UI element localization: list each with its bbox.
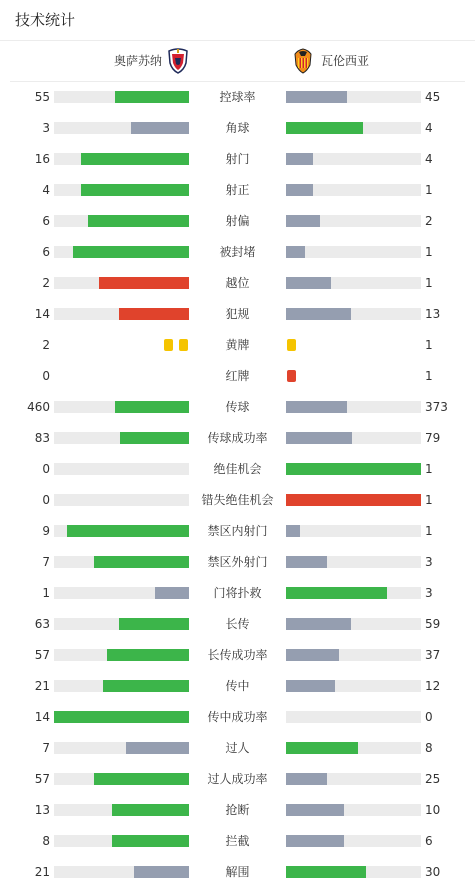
home-stat-bar	[54, 432, 189, 444]
away-stat-value: 1	[425, 524, 433, 538]
away-stat-bar-fill	[286, 246, 305, 258]
stat-label: 犯规	[225, 307, 250, 321]
stat-row	[0, 640, 475, 671]
away-stat-value: 4	[425, 152, 433, 166]
stat-row	[0, 330, 475, 361]
red-card-icon	[287, 370, 296, 382]
stat-row	[0, 361, 475, 392]
home-stat-value: 14	[34, 307, 50, 321]
away-stat-bar-fill	[286, 556, 327, 568]
away-stat-bar	[286, 587, 421, 599]
away-stat-value: 3	[425, 586, 433, 600]
away-stat-value: 1	[425, 338, 433, 352]
away-stat-bar-fill	[286, 649, 339, 661]
stat-label: 解围	[225, 865, 250, 879]
home-stat-bar-fill	[119, 308, 189, 320]
away-stat-bar	[286, 463, 421, 475]
stat-label: 传中	[225, 679, 250, 693]
home-stat-bar-fill	[131, 122, 189, 134]
stat-row	[0, 702, 475, 733]
home-stat-value: 8	[42, 834, 50, 848]
away-stat-value: 37	[425, 648, 441, 662]
stat-row	[0, 764, 475, 795]
stat-label: 射偏	[225, 214, 250, 228]
away-stat-value: 1	[425, 462, 433, 476]
away-stat-value: 373	[425, 400, 448, 414]
away-stat-value: 1	[425, 369, 433, 383]
home-stat-bar-fill	[155, 587, 189, 599]
home-stat-bar-fill	[115, 401, 189, 413]
home-stat-bar	[54, 153, 189, 165]
stat-label: 传球成功率	[207, 431, 268, 445]
home-stat-bar	[54, 711, 189, 723]
home-stat-value: 6	[42, 214, 50, 228]
home-stat-value: 2	[42, 276, 50, 290]
away-stat-value: 25	[425, 772, 441, 786]
stat-row	[0, 609, 475, 640]
away-stat-bar-fill	[286, 153, 313, 165]
stat-label: 黄牌	[225, 338, 250, 352]
away-stat-bar-fill	[286, 215, 320, 227]
stat-label: 绝佳机会	[213, 462, 262, 476]
stat-label: 红牌	[225, 369, 250, 383]
away-stat-bar-fill	[286, 773, 327, 785]
stat-row	[0, 578, 475, 609]
away-stat-bar-fill	[286, 680, 335, 692]
away-stat-bar	[286, 556, 421, 568]
home-stat-value: 0	[42, 462, 50, 476]
home-stat-bar	[54, 804, 189, 816]
away-stat-bar	[286, 184, 421, 196]
stat-row	[0, 516, 475, 547]
stat-label: 射正	[225, 183, 250, 197]
home-stat-value: 1	[42, 586, 50, 600]
away-stat-value: 0	[425, 710, 433, 724]
home-stat-bar	[54, 91, 189, 103]
osasuna-crest-icon[interactable]	[167, 48, 189, 74]
home-stat-bar	[54, 587, 189, 599]
stat-label: 拦截	[225, 834, 250, 848]
stat-label: 长传成功率	[207, 648, 268, 662]
home-stat-value: 4	[42, 183, 50, 197]
home-stat-bar	[54, 184, 189, 196]
stat-label: 过人成功率	[207, 772, 268, 786]
yellow-card-icon	[287, 339, 296, 351]
home-stat-bar-fill	[81, 153, 189, 165]
away-stat-bar-fill	[286, 618, 351, 630]
stat-row	[0, 795, 475, 826]
away-stat-bar	[286, 835, 421, 847]
away-stat-bar	[286, 711, 421, 723]
home-stat-bar-fill	[94, 773, 189, 785]
away-stat-bar-fill	[286, 525, 300, 537]
home-stat-value: 0	[42, 369, 50, 383]
stat-label: 错失绝佳机会	[201, 493, 274, 507]
stat-label: 长传	[225, 617, 250, 631]
away-stat-bar	[286, 153, 421, 165]
stat-row	[0, 299, 475, 330]
stat-row	[0, 733, 475, 764]
stat-label: 被封堵	[219, 245, 256, 259]
away-stat-value: 13	[425, 307, 441, 321]
away-stat-bar-fill	[286, 184, 313, 196]
stat-label: 射门	[225, 152, 250, 166]
home-stat-value: 57	[34, 648, 50, 662]
stat-label: 抢断	[225, 803, 250, 817]
home-stat-bar	[54, 215, 189, 227]
stat-label: 门将扑救	[213, 586, 262, 600]
stat-label: 禁区外射门	[207, 555, 268, 569]
stat-row	[0, 268, 475, 299]
away-stat-bar	[286, 680, 421, 692]
away-stat-bar	[286, 277, 421, 289]
away-stat-value: 6	[425, 834, 433, 848]
home-stat-bar-fill	[73, 246, 189, 258]
away-stat-bar	[286, 866, 421, 878]
home-stat-bar-fill	[103, 680, 189, 692]
stat-row	[0, 454, 475, 485]
away-stat-bar-fill	[286, 401, 347, 413]
home-stat-bar-fill	[88, 215, 189, 227]
stat-row	[0, 175, 475, 206]
stat-row	[0, 144, 475, 175]
away-stat-value: 12	[425, 679, 441, 693]
stat-row	[0, 857, 475, 888]
home-stat-bar-fill	[112, 835, 189, 847]
home-stat-bar-fill	[115, 91, 189, 103]
yellow-card-icon	[164, 339, 173, 351]
away-stat-bar	[286, 246, 421, 258]
stat-row	[0, 485, 475, 516]
home-stat-value: 21	[34, 865, 50, 879]
away-stat-bar	[286, 215, 421, 227]
home-stat-bar	[54, 308, 189, 320]
home-stat-value: 9	[42, 524, 50, 538]
away-stat-value: 1	[425, 245, 433, 259]
away-stat-bar-fill	[286, 835, 344, 847]
away-stat-bar	[286, 742, 421, 754]
home-stat-bar	[54, 122, 189, 134]
stat-label: 禁区内射门	[207, 524, 268, 538]
home-stat-value: 83	[34, 431, 50, 445]
stat-row	[0, 392, 475, 423]
home-stat-value: 6	[42, 245, 50, 259]
home-stat-bar	[54, 556, 189, 568]
home-stat-bar	[54, 277, 189, 289]
away-stat-bar	[286, 804, 421, 816]
home-stat-value: 460	[27, 400, 50, 414]
away-stat-bar	[286, 618, 421, 630]
away-stat-value: 3	[425, 555, 433, 569]
home-stat-value: 13	[34, 803, 50, 817]
home-stat-bar	[54, 835, 189, 847]
home-stat-bar-fill	[120, 432, 189, 444]
home-stat-bar	[54, 463, 189, 475]
stat-label: 角球	[225, 121, 250, 135]
home-stat-bar-fill	[54, 711, 189, 723]
away-stat-bar	[286, 525, 421, 537]
home-stat-bar	[54, 649, 189, 661]
teams-header	[0, 41, 475, 81]
home-stat-bar	[54, 618, 189, 630]
away-stat-bar-fill	[286, 742, 358, 754]
away-stat-value: 1	[425, 493, 433, 507]
stat-label: 传球	[225, 400, 250, 414]
home-stat-value: 55	[34, 90, 50, 104]
home-stat-value: 0	[42, 493, 50, 507]
away-stat-value: 8	[425, 741, 433, 755]
away-stat-bar-fill	[286, 463, 421, 475]
stat-row	[0, 237, 475, 268]
home-stat-value: 21	[34, 679, 50, 693]
away-stat-bar	[286, 122, 421, 134]
home-stat-value: 7	[42, 741, 50, 755]
away-stat-bar-fill	[286, 804, 344, 816]
home-stat-bar-fill	[126, 742, 189, 754]
stat-row	[0, 423, 475, 454]
away-stat-bar-fill	[286, 866, 366, 878]
home-stat-bar	[54, 401, 189, 413]
away-stat-bar-fill	[286, 91, 347, 103]
away-stat-value: 10	[425, 803, 441, 817]
stat-row	[0, 826, 475, 857]
home-stat-value: 7	[42, 555, 50, 569]
yellow-card-icon	[179, 339, 188, 351]
away-stat-bar	[286, 773, 421, 785]
away-stat-value: 59	[425, 617, 441, 631]
away-stat-bar-fill	[286, 587, 387, 599]
away-stat-bar-fill	[286, 494, 421, 506]
stat-row	[0, 113, 475, 144]
away-stat-bar	[286, 432, 421, 444]
home-stat-bar	[54, 866, 189, 878]
home-stat-bar-fill	[112, 804, 189, 816]
away-stat-value: 4	[425, 121, 433, 135]
home-stat-value: 3	[42, 121, 50, 135]
away-stat-bar-fill	[286, 122, 363, 134]
home-stat-value: 16	[34, 152, 50, 166]
away-stat-bar	[286, 649, 421, 661]
away-stat-bar	[286, 308, 421, 320]
home-team-name[interactable]: 奥萨苏纳	[113, 54, 162, 68]
home-stat-bar	[54, 494, 189, 506]
away-stat-value: 45	[425, 90, 441, 104]
home-stat-bar-fill	[99, 277, 189, 289]
away-stat-bar-fill	[286, 432, 352, 444]
home-stat-bar	[54, 246, 189, 258]
away-stat-bar	[286, 494, 421, 506]
away-stat-value: 1	[425, 276, 433, 290]
away-stat-value: 1	[425, 183, 433, 197]
away-stat-bar	[286, 401, 421, 413]
away-stat-bar-fill	[286, 277, 331, 289]
away-stat-value: 2	[425, 214, 433, 228]
away-stat-value: 30	[425, 865, 441, 879]
home-stat-bar-fill	[81, 184, 189, 196]
home-stat-bar-fill	[67, 525, 189, 537]
page-title: 技术统计	[15, 11, 76, 29]
home-stat-bar-fill	[134, 866, 189, 878]
away-stat-value: 79	[425, 431, 441, 445]
home-stat-bar-fill	[107, 649, 189, 661]
home-stat-bar	[54, 742, 189, 754]
away-stat-bar	[286, 91, 421, 103]
home-stat-bar-fill	[119, 618, 189, 630]
stat-row	[0, 206, 475, 237]
away-stat-bar-fill	[286, 308, 351, 320]
stat-label: 越位	[225, 276, 250, 290]
valencia-crest-icon[interactable]	[292, 48, 314, 74]
stat-row	[0, 82, 475, 113]
home-stat-value: 63	[34, 617, 50, 631]
home-stat-bar	[54, 680, 189, 692]
away-team-name[interactable]: 瓦伦西亚	[321, 54, 370, 68]
home-stat-value: 57	[34, 772, 50, 786]
stat-row	[0, 547, 475, 578]
stat-label: 传中成功率	[207, 710, 268, 724]
home-stat-bar-fill	[94, 556, 189, 568]
home-stat-bar	[54, 525, 189, 537]
stat-row	[0, 671, 475, 702]
stat-label: 控球率	[219, 90, 256, 104]
stat-label: 过人	[225, 741, 250, 755]
home-stat-value: 2	[42, 338, 50, 352]
home-stat-bar	[54, 773, 189, 785]
home-stat-value: 14	[34, 710, 50, 724]
